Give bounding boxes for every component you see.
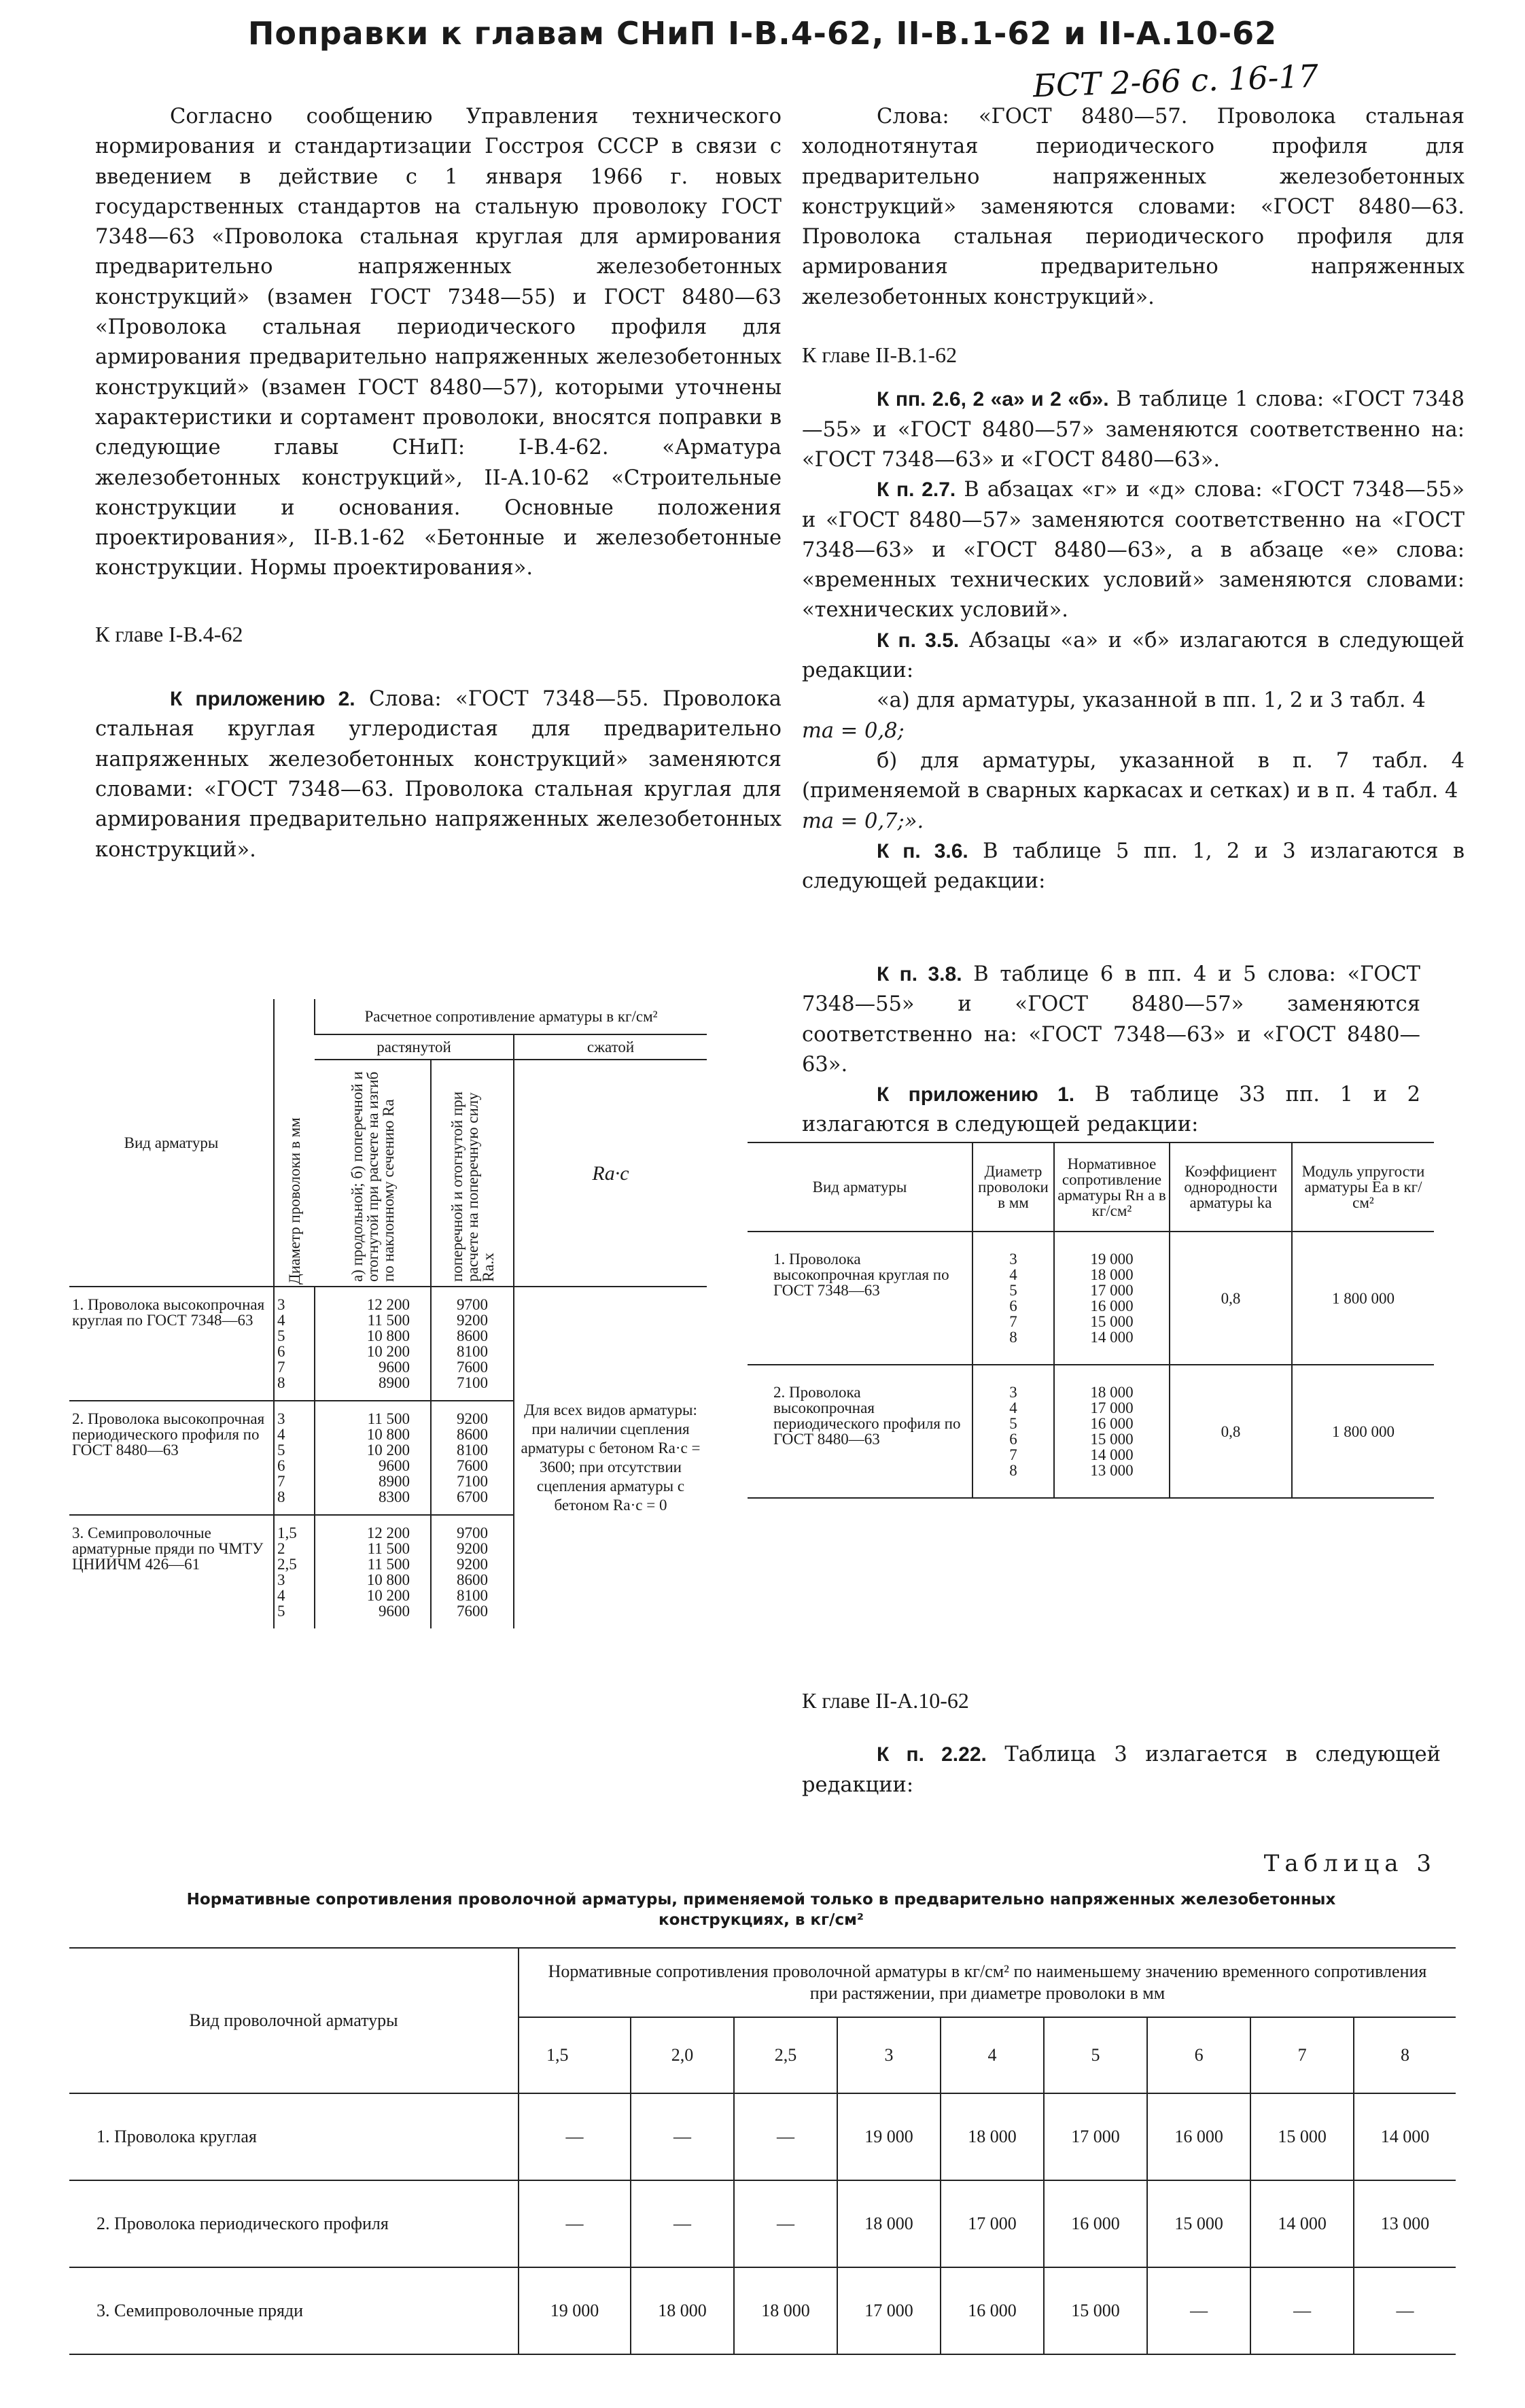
para-2-7: К п. 2.7. В абзацах «г» и «д» слова: «ГОСТ 7348—55» и «ГОСТ 8480—57» заменяются соответственно на «ГОСТ 7348—63» и «ГОСТ 8480—63», а в абзаце «е» слова: «временных технических условий» заменяются словами: «технических условий». (802, 478, 1465, 623)
table3-title: Нормативные сопротивления проволочной арматуры, применяемой только в предварительно напряженных железобетонных конструкциях, в кг/см² (186, 1891, 1336, 1929)
t3-diameter-cell: 5 (1044, 2017, 1147, 2093)
t3-value-cell: — (631, 2180, 734, 2267)
para-3-5-b: б) для арматуры, указанной в п. 7 табл. 4 (применяемой в сварных каркасах и сетках) и в п. 4 табл. 4 (802, 748, 1465, 803)
t2-header-modulus: Модуль упругости арматуры Eа в кг/см² (1292, 1142, 1434, 1232)
t3-value-cell: 18 000 (837, 2180, 941, 2267)
t3-diameter-cell: 8 (1354, 2017, 1456, 2093)
gost8480-paragraph: Слова: «ГОСТ 8480—57. Проволока стальная холоднотянутая периодического профиля для предварительно напряженных железобетонных конструкций» заменяются словами: «ГОСТ 8480—63. Проволока стальная периодического профиля для армирования предварительно напряженных железобетонных конструкций». (802, 105, 1465, 309)
t3-value-cell: 15 000 (1044, 2267, 1147, 2354)
right-column-bottom (802, 1686, 1441, 1800)
t3-value-cell: 17 000 (837, 2267, 941, 2354)
t1-header-rax: поперечной и отогнутой при расчете на поперечную силу Rа.х (431, 1060, 514, 1287)
t2-header-diameter: Диаметр проволоки в мм (972, 1142, 1054, 1232)
table-row: 1. Проволока высокопрочная круглая по ГОСТ 7348—63 3 4 5 6 7 8 12 200 11 500 10 800 10 200 9600 8900 9700 9200 8600 8100 7600 7100 Для всех видов арматуры: при наличии сцепления арматуры с бетоном Rа·с = 3600; при отсутствии сцепления арматуры с бетоном Rа·с = 0 (69, 1287, 707, 1401)
table-row: 1. Проволока круглая — — — 19 000 18 000 17 000 16 000 15 000 14 000 (69, 2093, 1456, 2180)
table-normative-resistance (748, 1142, 1434, 1499)
t3-value-cell: — (734, 2093, 837, 2180)
t3-value-cell: 18 000 (941, 2093, 1044, 2180)
para-3-6: К п. 3.6. В таблице 5 пп. 1, 2 и 3 излагаются в следующей редакции: (802, 839, 1465, 894)
table-row: 2. Проволока высокопрочная периодического профиля по ГОСТ 8480—63 3 4 5 6 7 8 11 500 10 800 10 200 9600 8900 8300 9200 8600 8100 7600 7100 6700 (69, 1401, 707, 1515)
t3-value-cell: 18 000 (734, 2267, 837, 2354)
t3-value-cell: 15 000 (1147, 2180, 1250, 2267)
t3-value-cell: 16 000 (941, 2267, 1044, 2354)
t3-diameter-cell: 2,5 (734, 2017, 837, 2093)
appendix2-paragraph: К приложению 2. Слова: «ГОСТ 7348—55. Проволока стальная круглая углеродистая для предварительно напряженных железобетонных конструкций» заменяются словами: «ГОСТ 7348—63. Проволока стальная круглая для армирования предварительно напряженных железобетонных конструкций». (95, 687, 782, 862)
para-2-6: К пп. 2.6, 2 «а» и 2 «б». В таблице 1 слова: «ГОСТ 7348—55» и «ГОСТ 8480—57» заменяются соответственно на: «ГОСТ 7348—63» и «ГОСТ 8480—63». (802, 387, 1465, 472)
t3-value-cell: — (1250, 2267, 1354, 2354)
table3-caption: Таблица 3 (1263, 1850, 1437, 1877)
appendix1-paragraph: К приложению 1. В таблице 33 пп. 1 и 2 излагаются в следующей редакции: (802, 1083, 1420, 1137)
t3-value-cell: — (631, 2093, 734, 2180)
para-3-5: К п. 3.5. Абзацы «а» и «б» излагаются в следующей редакции: (802, 628, 1465, 683)
t3-value-cell: 17 000 (1044, 2093, 1147, 2180)
t3-value-cell: 19 000 (837, 2093, 941, 2180)
section-heading-3: К главе II-А.10-62 (802, 1688, 969, 1713)
right-column-middle (802, 960, 1420, 1140)
t3-header-main: Нормативные сопротивления проволочной арматуры в кг/см² по наименьшему значению временного сопротивления при растяжении, при диаметре проволоки в мм (519, 1948, 1456, 2017)
t3-value-cell: 19 000 (519, 2267, 631, 2354)
t3-value-cell: 13 000 (1354, 2180, 1456, 2267)
handwritten-note: БСТ 2-66 с. 16-17 (1032, 57, 1319, 105)
section-heading-2: К главе II-В.1-62 (802, 343, 958, 368)
para-3-5-a-formula: mа = 0,8; (802, 718, 905, 743)
t3-value-cell: 14 000 (1354, 2093, 1456, 2180)
t2-header-norm: Нормативное сопротивление арматуры Rн а в кг/см² (1054, 1142, 1170, 1232)
t1-header-compression: сжатой (514, 1034, 707, 1060)
t3-value-cell: 17 000 (941, 2180, 1044, 2267)
t3-value-cell: 18 000 (631, 2267, 734, 2354)
page-title: Поправки к главам СНиП I-В.4-62, II-В.1-62 и II-А.10-62 (247, 15, 1278, 52)
t3-diameter-cell: 1,5 (519, 2017, 631, 2093)
t1-header-rac: Rа·с (514, 1060, 707, 1287)
t3-value-cell: 16 000 (1044, 2180, 1147, 2267)
intro-paragraph: Согласно сообщению Управления технического нормирования и стандартизации Госстроя СССР в связи с введением в действие с 1 января 1966 г. новых государственных стандартов на стальную проволоку ГОСТ 7348—63 «Проволока стальная круглая для армирования предварительно напряженных железобетонных конструкций» (взамен ГОСТ 7348—55) и ГОСТ 8480—63 «Проволока стальная периодического профиля для армирования предварительно напряженных железобетонных конструкций» (взамен ГОСТ 8480—57), которыми уточнены характеристики и сортамент проволоки, вносятся поправки в следующие главы СНиП: I-В.4-62. «Арматура железобетонных конструкций», II-А.10-62 «Строительные конструкции и основания. Основные положения проектирования», II-В.1-62 «Бетонные и железобетонные конструкции. Нормы проектирования». (95, 105, 782, 580)
t3-header-type: Вид проволочной арматуры (69, 1948, 519, 2093)
table-row: 1. Проволока высокопрочная круглая по ГОСТ 7348—63 3 4 5 6 7 8 19 000 18 000 17 000 16 000 15 000 14 000 0,8 1 800 000 (748, 1232, 1434, 1365)
table-row: 2. Проволока высокопрочная периодического профиля по ГОСТ 8480—63 3 4 5 6 7 8 18 000 17 000 16 000 15 000 14 000 13 000 0,8 1 800 000 (748, 1365, 1434, 1498)
table-row: 3. Семипроволочные пряди 19 000 18 000 18 000 17 000 16 000 15 000 — — — (69, 2267, 1456, 2354)
t1-note: Для всех видов арматуры: при наличии сцепления арматуры с бетоном Rа·с = 3600; при отсутствии сцепления арматуры с бетоном Rа·с = 0 (514, 1287, 707, 1628)
t1-header-calc: Расчетное сопротивление арматуры в кг/см² (315, 999, 707, 1034)
para-3-5-a: «а) для арматуры, указанной в пп. 1, 2 и 3 табл. 4 (877, 688, 1426, 713)
t3-diameter-cell: 3 (837, 2017, 941, 2093)
t1-header-ra: а) продольной; б) поперечной и отогнутой при расчете на изгиб по наклонному сечению Rа (315, 1060, 431, 1287)
t3-value-cell: — (734, 2180, 837, 2267)
t1-header-diameter: Диаметр проволоки в мм (274, 999, 315, 1287)
table-wire-normative (69, 1947, 1456, 2355)
t3-value-cell: 15 000 (1250, 2093, 1354, 2180)
t3-value-cell: 16 000 (1147, 2093, 1250, 2180)
t1-header-tension: растянутой (315, 1034, 514, 1060)
para-3-8: К п. 3.8. В таблице 6 в пп. 4 и 5 слова: «ГОСТ 7348—55» и «ГОСТ 8480—57» заменяются соответственно на: «ГОСТ 7348—63» и «ГОСТ 8480—63». (802, 962, 1420, 1077)
t3-diameter-cell: 6 (1147, 2017, 1250, 2093)
t3-diameter-cell: 4 (941, 2017, 1044, 2093)
t3-value-cell: 14 000 (1250, 2180, 1354, 2267)
para-2-22: К п. 2.22. Таблица 3 излагается в следующей редакции: (802, 1743, 1441, 1797)
t3-value-cell: — (519, 2180, 631, 2267)
t3-value-cell: — (519, 2093, 631, 2180)
table-row: 2. Проволока периодического профиля — — — 18 000 17 000 16 000 15 000 14 000 13 000 (69, 2180, 1456, 2267)
right-column (802, 102, 1465, 896)
table-calc-resistance (69, 999, 707, 1628)
t3-diameter-cell: 2,0 (631, 2017, 734, 2093)
t1-header-type: Вид арматуры (69, 999, 274, 1287)
table-row: 3. Семипроволочные арматурные пряди по ЧМТУ ЦНИИЧМ 426—61 1,5 2 2,5 3 4 5 12 200 11 500 11 500 10 800 10 200 9600 9700 9200 9200 8600 8100 7600 (69, 1515, 707, 1628)
section-heading-1: К главе I-В.4-62 (95, 621, 243, 646)
t2-header-type: Вид арматуры (748, 1142, 972, 1232)
t2-header-coef: Коэффициент однородности арматуры kа (1170, 1142, 1292, 1232)
t3-value-cell: — (1147, 2267, 1250, 2354)
t3-value-cell: — (1354, 2267, 1456, 2354)
para-3-5-b-formula: mа = 0,7;». (802, 809, 924, 833)
t3-diameter-cell: 7 (1250, 2017, 1354, 2093)
left-column (95, 102, 782, 865)
